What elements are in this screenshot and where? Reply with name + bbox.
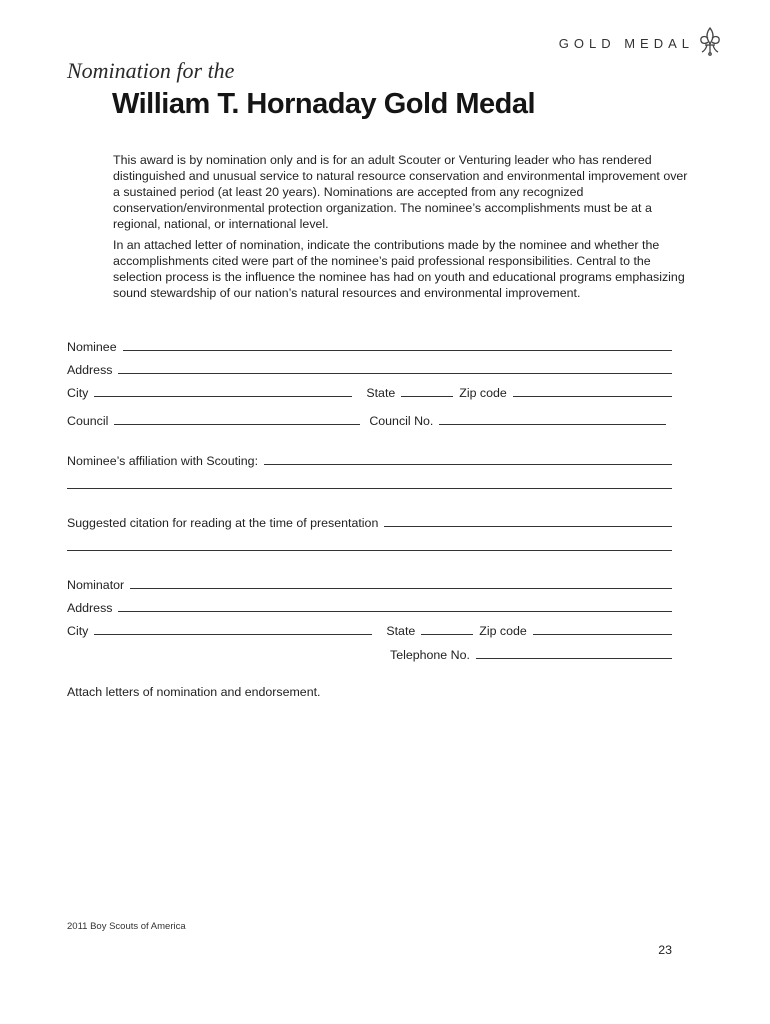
council-label: Council [67,414,109,428]
nominator-field[interactable] [130,588,672,589]
intro-paragraph-1: This award is by nomination only and is for an adult Scouter or Venturing leader who has rendered distinguished and unusual service to natural resource conservation and environmental improvement over a sustained period (at least 20 years). Nominations are accepted from any recognized conservation/environmental protection organization. The nominee’s accomplishments must be at a regional, national, or international level. [113,153,688,231]
fleur-de-lis-icon [698,26,722,56]
intro-paragraph-2: In an attached letter of nomination, indicate the contributions made by the nominee and whether the accomplishments cited were part of the nominee’s paid professional responsibilities. Central to the selection process is the influence the nominee has had on youth and educational programs emphasizing sound stewardship of our nation’s natural resources and environmental improvement. [113,238,685,300]
form-title: William T. Hornaday Gold Medal [112,88,536,120]
citation-label: Suggested citation for reading at the time of presentation [67,516,379,530]
nominee-zip-field[interactable] [513,396,672,397]
nominator-address-row [67,597,672,615]
nominee-state-field[interactable] [401,396,453,397]
nominator-zip-label: Zip code [479,624,527,638]
council-no-field[interactable] [439,424,666,425]
telephone-row [390,644,672,662]
nominator-city-label: City [67,624,89,638]
affiliation-label: Nominee’s affiliation with Scouting: [67,454,259,468]
telephone-field[interactable] [476,658,672,659]
citation-row [67,512,672,530]
affiliation-row [67,450,672,468]
nominator-address-field[interactable] [118,611,672,612]
nominator-address-label: Address [67,601,113,615]
header-brand: GOLD MEDAL [558,36,694,51]
citation-field[interactable] [384,526,672,527]
citation-field-line-2[interactable] [67,550,672,551]
council-row [67,410,666,428]
nominator-state-label: State [386,624,416,638]
nominator-label: Nominator [67,578,125,592]
affiliation-field-line-2[interactable] [67,488,672,489]
nominator-city-row [67,620,672,638]
nominator-zip-field[interactable] [533,634,672,635]
affiliation-field[interactable] [264,464,672,465]
nominator-city-field[interactable] [94,634,372,635]
nominee-address-label: Address [67,363,113,377]
nominee-label: Nominee [67,340,117,354]
nominee-city-label: City [67,386,89,400]
footer-copyright: 2011 Boy Scouts of America [67,921,186,932]
form-subtitle: Nomination for the [67,58,235,83]
nominator-state-field[interactable] [421,634,473,635]
attach-note: Attach letters of nomination and endorsement. [67,685,321,699]
nominee-address-row [67,359,672,377]
nominator-row [67,574,672,592]
nominee-address-field[interactable] [118,373,672,374]
nominee-row [67,336,672,354]
nominee-field[interactable] [123,350,672,351]
council-field[interactable] [114,424,360,425]
council-no-label: Council No. [369,414,434,428]
nominee-city-field[interactable] [94,396,352,397]
nominee-city-row [67,382,672,400]
nominee-state-label: State [366,386,396,400]
telephone-label: Telephone No. [390,648,470,662]
nominee-zip-label: Zip code [459,386,507,400]
page-number: 23 [658,943,672,957]
